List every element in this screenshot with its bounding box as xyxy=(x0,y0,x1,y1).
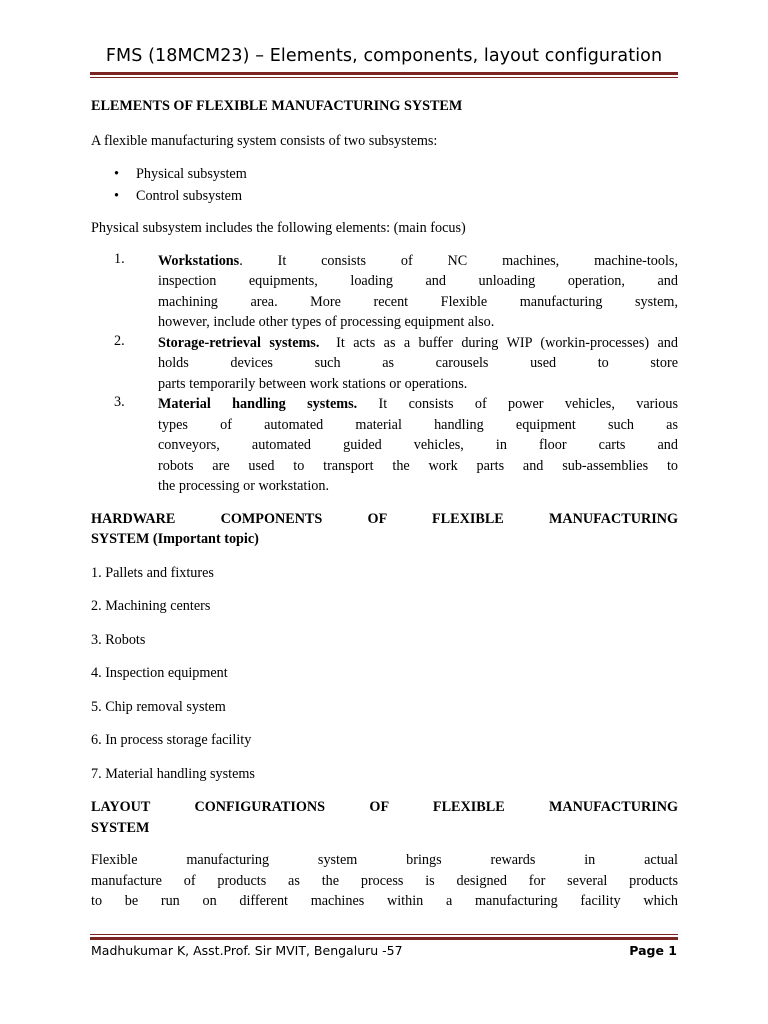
layout-paragraph-line: manufacture of products as the process is designed for several products xyxy=(91,872,678,889)
section-heading-layout: LAYOUT CONFIGURATIONS OF FLEXIBLE MANUFACTURING xyxy=(91,799,678,815)
item-text: machining area. More recent Flexible manufacturing system, xyxy=(158,293,678,310)
bullet-item: • Physical subsystem xyxy=(91,163,678,185)
intro-paragraph: A flexible manufacturing system consists of two subsystems: xyxy=(91,132,438,149)
item-text: holds devices such as carousels used to store xyxy=(158,355,678,371)
item-term: Workstations xyxy=(158,252,240,269)
item-term: Material handling systems. xyxy=(158,396,358,412)
subsystem-bullet-list xyxy=(91,163,678,207)
header-rule-thick xyxy=(90,72,678,75)
page-header-title: FMS (18MCM23) – Elements, components, layout configuration xyxy=(105,46,663,66)
footer-rule-thin xyxy=(90,934,678,935)
item-number: 1. xyxy=(114,250,125,267)
elements-intro-paragraph: Physical subsystem includes the following elements: (main focus) xyxy=(91,220,466,236)
list-item xyxy=(91,333,678,395)
section-heading-layout-line2: SYSTEM xyxy=(91,819,150,836)
item-text: It acts as a buffer during WIP (workin-processes) and xyxy=(319,334,678,351)
list-item: 6. In process storage facility xyxy=(91,732,252,748)
section-heading-hardware-line2: SYSTEM (Important topic) xyxy=(91,531,259,547)
item-text: It consists of power vehicles, various xyxy=(357,396,678,412)
item-number: 2. xyxy=(114,332,125,349)
item-text: . It consists of NC machines, machine-tools, xyxy=(239,252,678,269)
list-item: 4. Inspection equipment xyxy=(91,665,228,681)
item-text: however, include other types of processing equipment also. xyxy=(158,314,495,330)
item-text: inspection equipments, loading and unloading operation, and xyxy=(158,273,678,289)
item-text: robots are used to transport the work parts and sub-assemblies to xyxy=(158,457,678,474)
list-item: 5. Chip removal system xyxy=(91,698,226,715)
hardware-components-list xyxy=(91,563,678,785)
item-number: 3. xyxy=(114,394,125,410)
document-body xyxy=(91,96,678,912)
list-item: 3. Robots xyxy=(91,631,146,648)
list-item xyxy=(91,394,678,497)
footer-rule-thick xyxy=(90,937,678,940)
layout-paragraph-line: Flexible manufacturing system brings rewards in actual xyxy=(91,852,678,868)
bullet-item: • Control subsystem xyxy=(91,185,678,207)
page-footer xyxy=(91,943,677,958)
footer-page-number: Page 1 xyxy=(629,943,677,958)
item-text: the processing or workstation. xyxy=(158,478,330,494)
item-text: conveyors, automated guided vehicles, in floor carts and xyxy=(158,437,678,453)
footer-author: Madhukumar K, Asst.Prof. Sir MVIT, Bengaluru -57 xyxy=(91,943,403,958)
header-rule-thin xyxy=(90,77,678,78)
item-text: types of automated material handling equipment such as xyxy=(158,416,678,433)
layout-paragraph-line: to be run on different machines within a manufacturing facility which xyxy=(91,893,678,909)
section-heading-hardware: HARDWARE COMPONENTS OF FLEXIBLE MANUFACTURING xyxy=(91,510,678,527)
item-term: Storage-retrieval systems. xyxy=(158,334,320,351)
item-text: parts temporarily between work stations or operations. xyxy=(158,375,468,392)
list-item: 7. Material handling systems xyxy=(91,765,255,782)
list-item xyxy=(91,251,678,333)
list-item: 2. Machining centers xyxy=(91,598,211,614)
elements-numbered-list xyxy=(91,251,678,497)
section-heading-elements: ELEMENTS OF FLEXIBLE MANUFACTURING SYSTEM xyxy=(91,98,463,114)
list-item: 1. Pallets and fixtures xyxy=(91,564,214,581)
